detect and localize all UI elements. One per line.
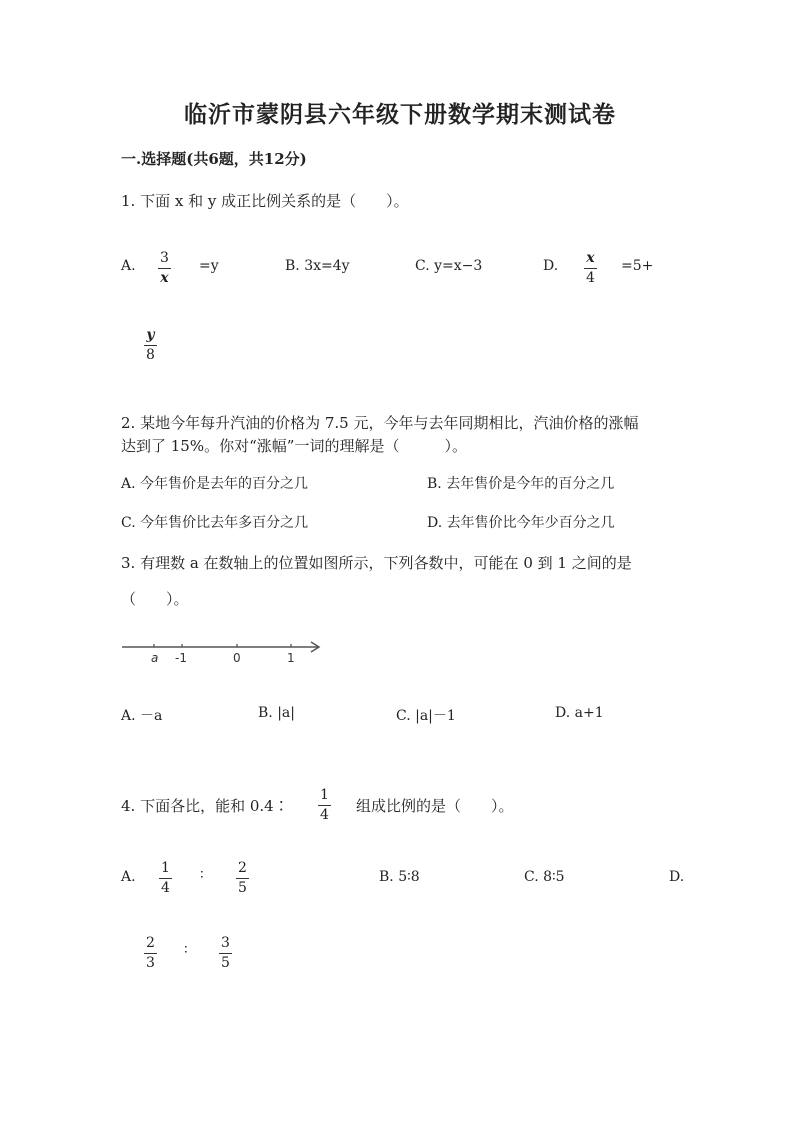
q4-stem-numerator: 1 (320, 787, 329, 803)
q1-option-a-label: A. (121, 258, 136, 274)
section-heading: 一.选择题(共6题，共12分) (121, 150, 307, 168)
q4-d-d2: 5 (221, 955, 230, 971)
q1-stem: 1. 下面 x 和 y 成正比例关系的是（ ）。 (121, 192, 409, 210)
q4-option-d-fraction-1 (144, 935, 157, 972)
q1-a-numerator: 3 (160, 250, 169, 266)
q4-d-d1: 3 (146, 955, 155, 971)
q1-option-a-tail: =y (199, 258, 219, 274)
q4-d-n2: 3 (221, 935, 230, 951)
q2-option-b: B. 去年售价是今年的百分之几 (427, 476, 615, 492)
q1-d-denominator-2: 8 (146, 347, 155, 363)
q4-option-a-colon: ∶ (200, 867, 204, 883)
q2-option-a: A. 今年售价是去年的百分之几 (121, 476, 309, 492)
q2-stem-line1: 2. 某地今年每升汽油的价格为 7.5 元，今年与去年同期相比，汽油价格的涨幅 (121, 414, 639, 432)
q4-stem-suffix: 组成比例的是（ ）。 (356, 797, 514, 815)
q4-stem-prefix: 4. 下面各比，能和 0.4∶ (121, 797, 289, 815)
q3-option-b: B. |a| (258, 705, 295, 721)
q3-option-c: C. |a|－1 (396, 708, 456, 724)
q1-option-b: B. 3x=4y (285, 258, 350, 274)
tick-label-one: 1 (287, 651, 295, 665)
q2-option-c: C. 今年售价比去年多百分之几 (121, 515, 309, 531)
q1-d-numerator-2: y (146, 327, 155, 343)
q4-option-d-fraction-2 (219, 935, 232, 972)
q3-option-a: A. －a (121, 708, 163, 724)
q1-option-c: C. y=x−3 (415, 258, 483, 274)
q4-option-a-label: A. (121, 869, 136, 885)
q4-a-n1: 1 (161, 860, 170, 876)
q4-stem-fraction (318, 787, 331, 824)
page-title: 临沂市蒙阴县六年级下册数学期末测试卷 (184, 101, 616, 128)
q1-a-denominator: x (160, 270, 169, 286)
q1-option-d-tail: =5+ (621, 258, 654, 274)
q3-stem-line2: （ ）。 (121, 590, 189, 608)
q1-option-d-fraction (584, 250, 597, 287)
q2-stem-line2: 达到了 15%。你对“涨幅”一词的理解是（ ）。 (121, 437, 467, 455)
q3-stem-line1: 3. 有理数 a 在数轴上的位置如图所示，下列各数中，可能在 0 到 1 之间的是 (121, 554, 632, 572)
tick-label-neg1: -1 (175, 651, 187, 665)
q4-a-d2: 5 (238, 880, 247, 896)
q1-option-a-fraction (158, 250, 171, 287)
q4-option-d-colon: ∶ (184, 942, 188, 958)
q1-d-numerator: x (586, 250, 595, 266)
q1-d-denominator: 4 (586, 270, 595, 286)
number-line (118, 636, 328, 668)
q3-option-d: D. a+1 (555, 705, 604, 721)
q2-option-d: D. 去年售价比今年少百分之几 (427, 515, 615, 531)
q4-option-a-fraction-1 (159, 860, 172, 897)
q1-option-d-fraction-2 (144, 327, 157, 364)
q4-option-c: C. 8∶5 (524, 869, 565, 885)
q4-d-n1: 2 (146, 935, 155, 951)
q1-option-d-label: D. (543, 258, 559, 274)
q4-option-a-fraction-2 (236, 860, 249, 897)
q4-option-b: B. 5∶8 (379, 869, 420, 885)
q4-a-d1: 4 (161, 880, 170, 896)
tick-label-zero: 0 (233, 651, 241, 665)
q4-a-n2: 2 (238, 860, 247, 876)
tick-label-a: a (151, 651, 159, 665)
q4-stem-denominator: 4 (320, 807, 329, 823)
q4-option-d-label: D. (669, 869, 685, 885)
